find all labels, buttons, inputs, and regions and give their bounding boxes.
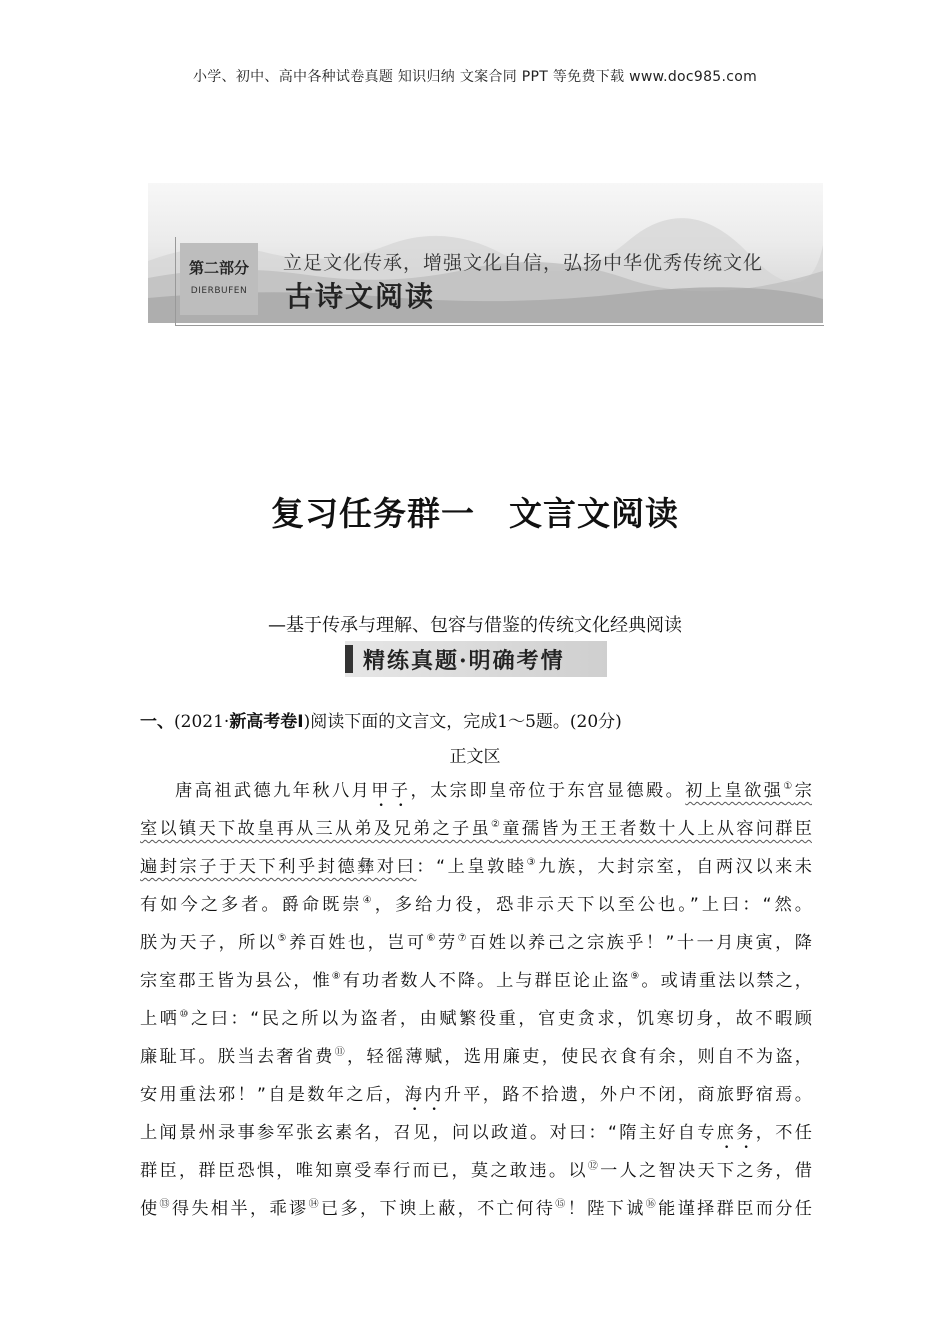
footnote-marker: ⑪: [334, 1047, 347, 1058]
footnote-marker: ⑦: [457, 933, 470, 944]
text: 之曰：“民之所以为盗者，由赋繁役重，官吏贪求，饥寒切身，故不暇顾: [191, 1009, 812, 1029]
text: 。或请重法以禁之，: [641, 971, 812, 991]
section-heading: [345, 641, 607, 677]
section-heading-text: 精练真题·明确考情: [363, 648, 565, 674]
question-source-suffix: )阅读下面的文言文，完成1～5题。(20分): [303, 712, 622, 732]
site-header: 小学、初中、高中各种试卷真题 知识归纳 文案合同 PPT 等免费下载 www.doc985.com: [192, 69, 758, 85]
passage-line: [140, 1190, 812, 1228]
text: 上哂: [140, 1009, 180, 1029]
passage-line: [140, 924, 812, 962]
text: 得失相半，乖谬: [171, 1199, 309, 1219]
footnote-marker: ②: [491, 819, 503, 830]
text: 有功者数人不降。上与群臣论止盗: [342, 971, 631, 991]
text: 唐高祖武德九年秋八月: [175, 781, 372, 801]
footnote-marker: ⑤: [277, 933, 289, 944]
passage-line: [140, 962, 812, 1000]
text: ，多给力役，恐非示天下以至公也。”上曰：“然。: [374, 895, 812, 915]
question-number: 一、: [140, 712, 174, 732]
text: ，太宗即皇帝位于东宫显德殿。: [410, 781, 686, 801]
text: 上闻景州录事参军张玄素名，召见，问以政道。对曰：“隋主好自专: [140, 1123, 717, 1143]
footnote-marker: ⑧: [331, 971, 343, 982]
part-label: 第二部分: [188, 259, 249, 277]
passage-line: [140, 772, 812, 810]
text: 升平，路不拾遗，外户不闭，商旅野宿焉。: [443, 1085, 812, 1105]
passage: [140, 772, 812, 1228]
emphasized-text: 庶务: [716, 1123, 756, 1143]
footnote-marker: ④: [362, 895, 375, 906]
text: ，轻徭薄赋，选用廉吏，使民衣食有余，则自不为盗，: [347, 1047, 812, 1067]
section-bar-icon: [345, 645, 353, 673]
text: 宗室郡王皆为县公，惟: [140, 971, 332, 991]
zone-label: 正文区: [449, 747, 501, 767]
text: 劳: [437, 933, 458, 953]
footnote-marker: ⑩: [179, 1009, 192, 1020]
footnote-marker: ⑯: [645, 1199, 659, 1210]
text: 初上皇欲强: [685, 781, 784, 801]
passage-line: [140, 1114, 812, 1152]
wavy-underlined-text: [685, 781, 812, 801]
passage-line: [140, 886, 812, 924]
text: 室以镇天下故皇再从三从弟及兄弟之子虽: [140, 819, 492, 839]
passage-line: [140, 1000, 812, 1038]
footnote-marker: ⑮: [555, 1199, 568, 1210]
wavy-underlined-text: [140, 819, 812, 839]
question-instruction: [140, 707, 622, 732]
footnote-marker: ⑥: [426, 933, 438, 944]
wavy-underlined-text: 遍封宗子于天下利乎封德彝对曰: [140, 857, 417, 877]
emphasized-text: 海内: [404, 1085, 444, 1105]
page-subtitle: —基于传承与理解、包容与借鉴的传统文化经典阅读: [268, 615, 682, 636]
footnote-marker: ⑨: [630, 971, 642, 982]
banner-title: 古诗文阅读: [285, 280, 436, 313]
footnote-marker: ⑬: [159, 1199, 172, 1210]
text: 有如今之多者。爵命既崇: [140, 895, 363, 915]
text: ：“上皇敦睦: [416, 857, 527, 877]
emphasized-text: 甲子: [371, 781, 411, 801]
footnote-marker: ①: [783, 781, 795, 792]
text: 安用重法邪！”自是数年之后，: [140, 1085, 405, 1105]
passage-line: [140, 810, 812, 848]
footnote-marker: ⑫: [587, 1161, 601, 1172]
question-source-exam: 新高考卷Ⅰ: [229, 712, 304, 732]
passage-line: [140, 848, 812, 886]
passage-line: [140, 1076, 812, 1114]
question-source-prefix: (2021·: [174, 712, 230, 732]
footnote-marker: ⑭: [308, 1199, 321, 1210]
text: ，不任: [755, 1123, 812, 1143]
passage-line: [140, 1152, 812, 1190]
text: ！陛下诚: [567, 1199, 646, 1219]
text: 使: [140, 1199, 160, 1219]
text: 群臣，群臣恐惧，唯知禀受奉行而已，莫之敢违。以: [140, 1161, 588, 1181]
text: 一人之智决天下之务，借: [600, 1161, 812, 1181]
text: 百姓以养己之宗族乎！”十一月庚寅，降: [469, 933, 812, 953]
text: 养百姓也，岂可: [288, 933, 427, 953]
banner-subtitle: 立足文化传承，增强文化自信，弘扬中华优秀传统文化: [283, 252, 764, 274]
text: 童孺皆为王王者数十人上从容问群臣: [502, 819, 812, 839]
text: 宗: [794, 781, 812, 801]
part-pinyin: DIERBUFEN: [190, 286, 248, 296]
text: 已多，下谀上蔽，不亡何待: [320, 1199, 556, 1219]
page-title: 复习任务群一 文言文阅读: [271, 494, 679, 533]
text: 能谨择群臣而分任: [658, 1199, 812, 1219]
part-label-box: [180, 243, 258, 315]
text: 九族，大封宗室，自两汉以来未: [538, 857, 812, 877]
text: 朕为天子，所以: [140, 933, 278, 953]
footnote-marker: ③: [526, 857, 539, 868]
passage-line: [140, 1038, 812, 1076]
text: 廉耻耳。朕当去奢省费: [140, 1047, 335, 1067]
